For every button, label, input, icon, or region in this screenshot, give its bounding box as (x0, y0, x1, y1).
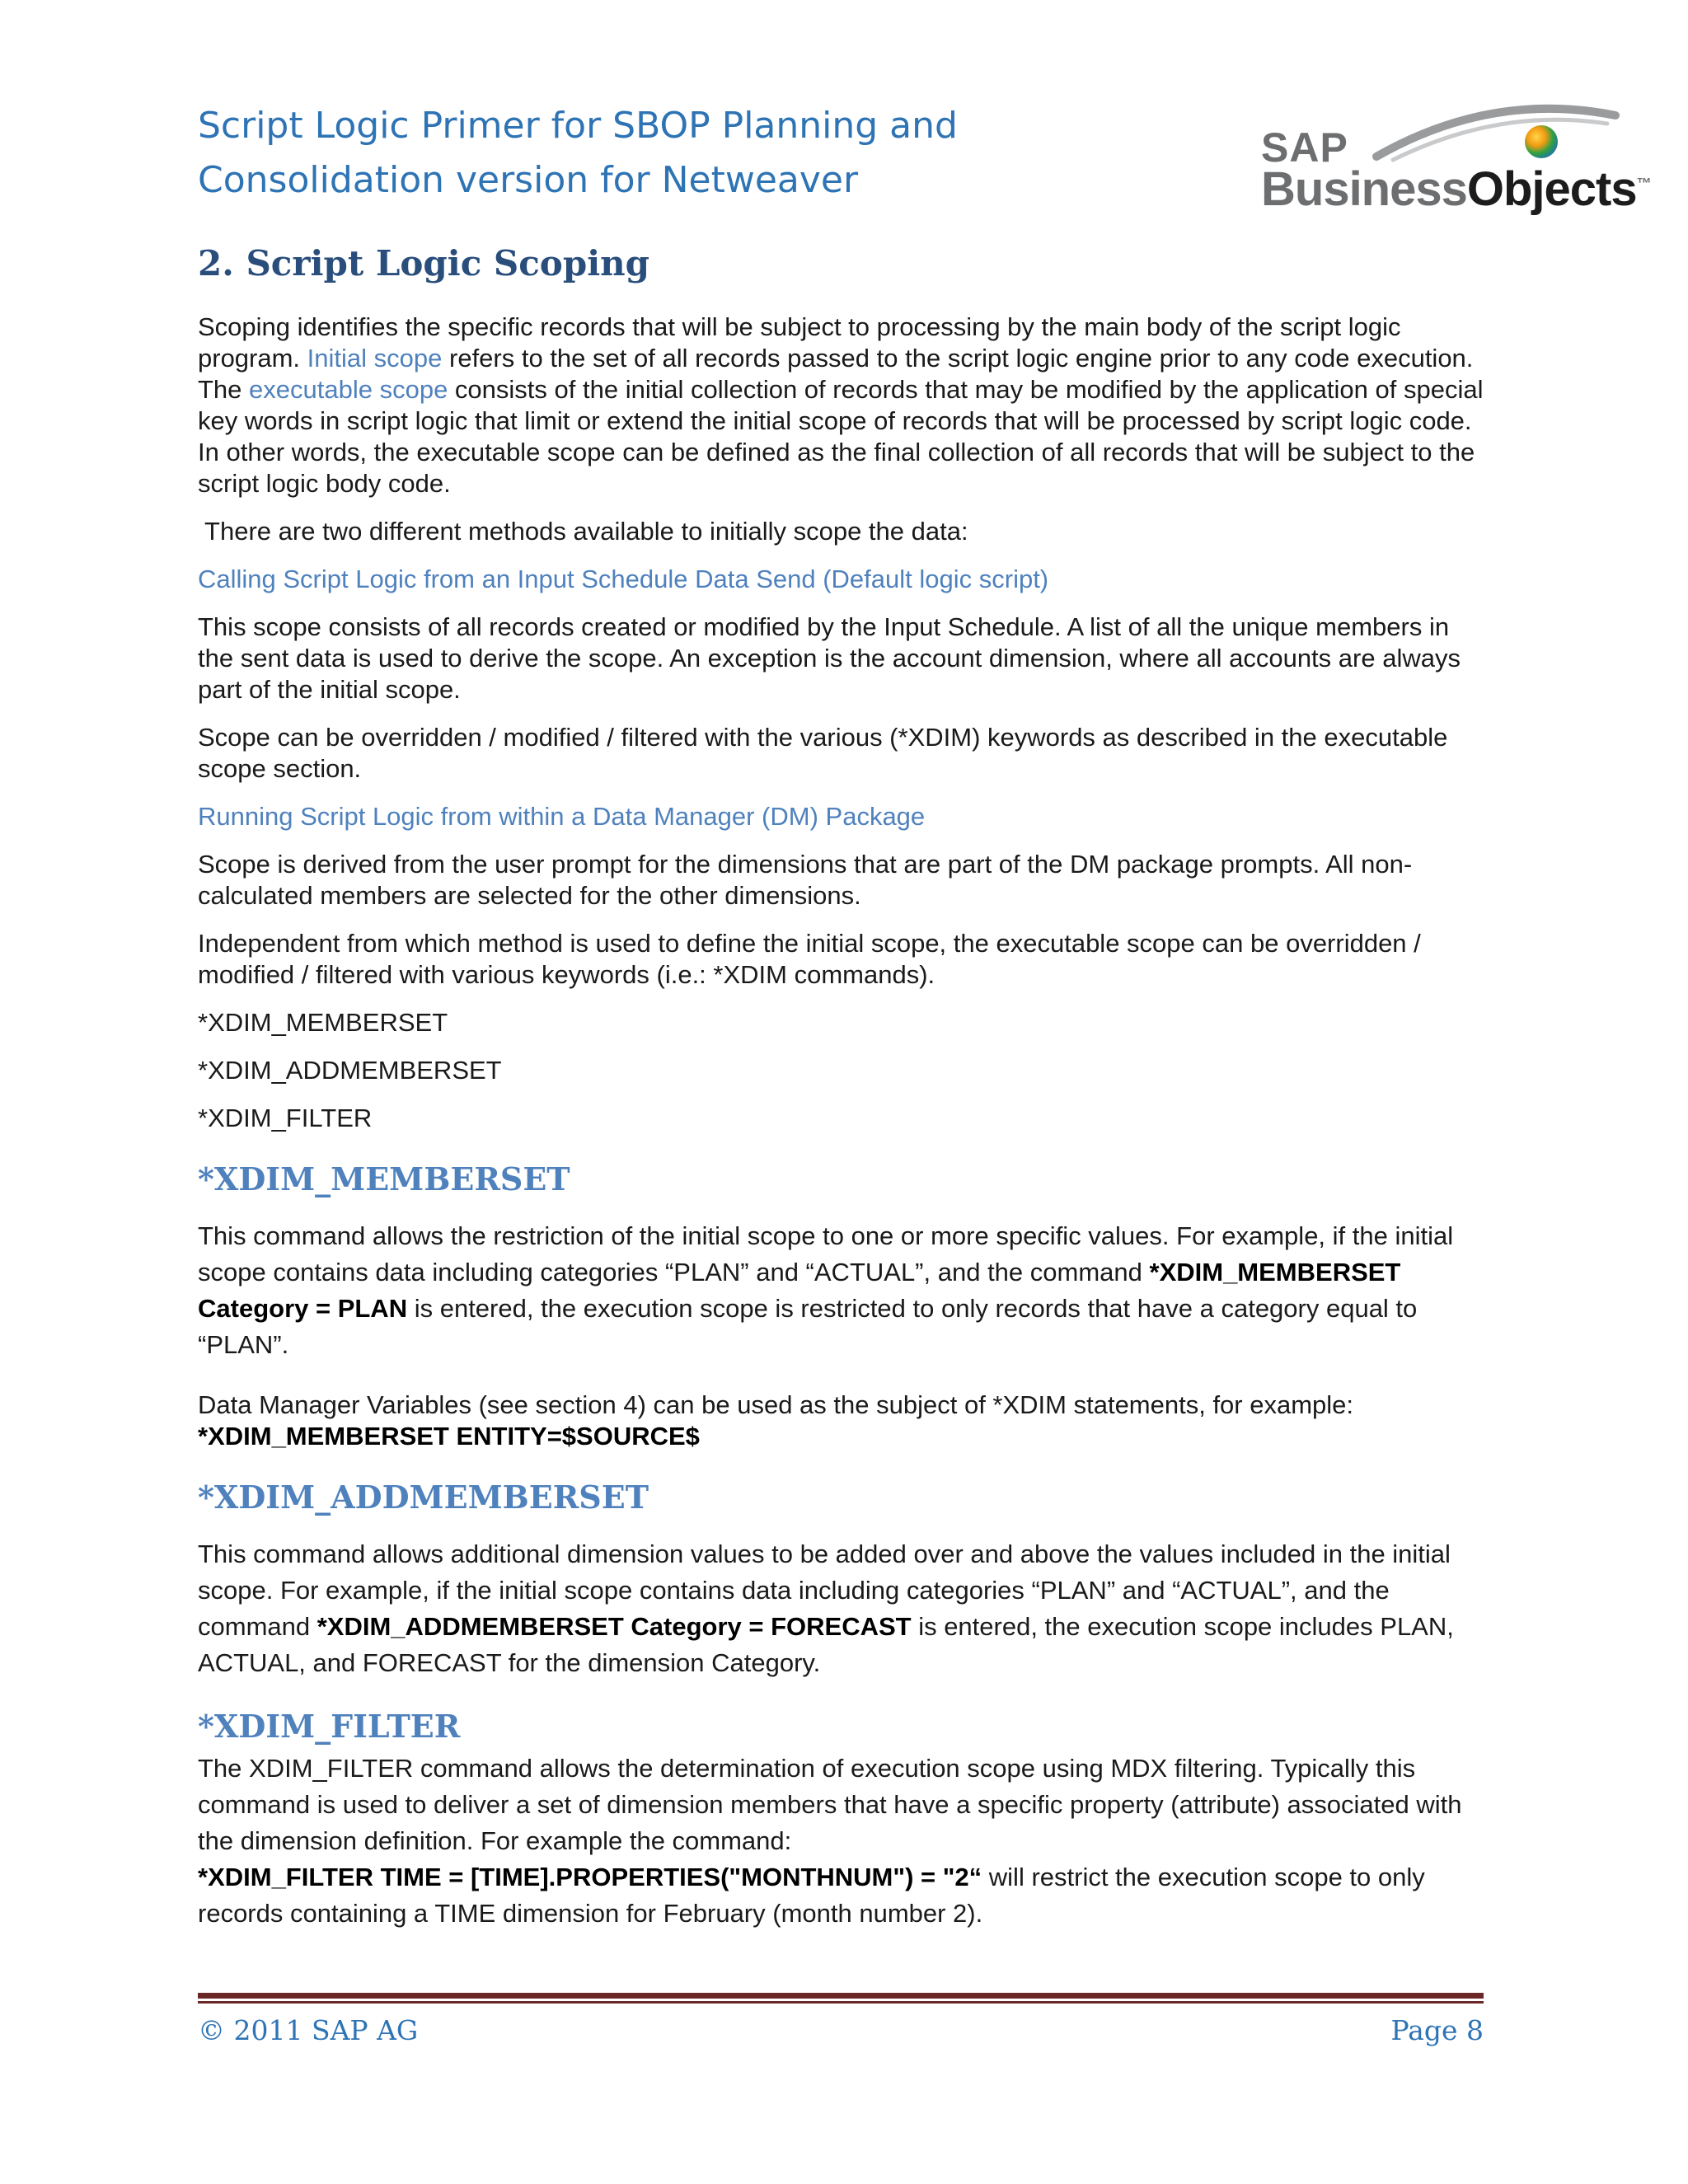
independent-paragraph: Independent from which method is used to define the initial scope, the executable scope can be overridden / modified / filtered with various keywords (i.e.: *XDIM commands). (198, 929, 1421, 989)
logo-globe-icon (1525, 125, 1558, 158)
section-heading: 2. Script Logic Scoping (198, 243, 650, 284)
memberset-heading: *XDIM_MEMBERSET (198, 1160, 570, 1197)
intro-text-b: refers to the set of all records passed to the script logic engine prior to any code execution. The (198, 344, 1474, 404)
logo-business-text: Business (1261, 162, 1467, 216)
main-content (198, 239, 1484, 1948)
logo-sap-text: SAP (1261, 124, 1348, 171)
filter-paragraph (198, 1750, 1484, 1932)
filter-text-a: The XDIM_FILTER command allows the determination of execution scope using MDX filtering. Typically this command is used to deliver a set of dimension members that have a specific property (attribute) associated with the dimension definition. For example the command: (198, 1754, 1462, 1855)
logo-tm-text: ™ (1636, 175, 1651, 192)
initial-scope-term: Initial scope (307, 344, 443, 373)
logo-objects-text: Objects (1466, 162, 1637, 216)
override-paragraph: Scope can be overridden / modified / filtered with the various (*XDIM) keywords as described in the executable scope section. (198, 723, 1448, 783)
footer-page-number: Page 8 (1390, 2014, 1484, 2046)
memberset-variables-text: Data Manager Variables (see section 4) can be used as the subject of *XDIM statements, for example: (198, 1390, 1354, 1419)
addmemberset-example-code: *XDIM_ADDMEMBERSET Category = FORECAST (316, 1612, 912, 1641)
addmemberset-heading: *XDIM_ADDMEMBERSET (198, 1479, 649, 1516)
footer-copyright: © 2011 SAP AG (198, 2014, 419, 2046)
input-schedule-paragraph: This scope consists of all records created or modified by the Input Schedule. A list of all the unique members in the sent data is used to derive the scope. An exception is the account dimension, where all accounts are always part of the initial scope. (198, 612, 1461, 704)
memberset-text-b: is entered, the execution scope is restricted to only records that have a category equal to “PLAN”. (198, 1294, 1418, 1359)
keyword-item: *XDIM_FILTER (198, 1104, 373, 1132)
logo-businessobjects-text (1261, 162, 1651, 217)
memberset-variables-code: *XDIM_MEMBERSET ENTITY=$SOURCE$ (198, 1422, 700, 1451)
executable-scope-term: executable scope (249, 375, 448, 404)
dm-package-paragraph: Scope is derived from the user prompt for the dimensions that are part of the DM package prompts. All non-calculated members are selected for the other dimensions. (198, 850, 1413, 910)
memberset-variables-paragraph (198, 1390, 1484, 1452)
filter-heading: *XDIM_FILTER (198, 1708, 461, 1745)
footer-rule-thin (198, 2001, 1484, 2004)
document-title-line-2: Consolidation version for Netweaver (198, 159, 859, 201)
memberset-paragraph (198, 1218, 1484, 1363)
footer-rule (198, 1993, 1484, 1999)
addmemberset-paragraph (198, 1536, 1484, 1681)
document-title (198, 99, 1104, 208)
intro-text-c: consists of the initial collection of records that may be modified by the application of special key words in script logic that limit or extend the initial scope of records that will be processed by script logic code. In other words, the executable scope can be defined as the final collection of all records that will be subject to the script logic body code. (198, 375, 1484, 498)
subheading-input-schedule: Calling Script Logic from an Input Schedule Data Send (Default logic script) (198, 565, 1049, 593)
keyword-item: *XDIM_MEMBERSET (198, 1008, 448, 1037)
keyword-item: *XDIM_ADDMEMBERSET (198, 1056, 502, 1085)
addmemberset-text-a: This command allows additional dimension values to be added over and above the values included in the initial scope. For example, if the initial scope contains data including categories “PLAN” and “ACTUAL”, and the command (198, 1540, 1451, 1641)
intro-paragraph (198, 312, 1484, 499)
methods-intro-paragraph: There are two different methods available to initially scope the data: (198, 517, 968, 546)
memberset-text-a: This command allows the restriction of the initial scope to one or more specific values. For example, if the initial scope contains data including categories “PLAN” and “ACTUAL”, and the command (198, 1221, 1454, 1286)
addmemberset-text-b: is entered, the execution scope includes PLAN, ACTUAL, and FORECAST for the dimension Category. (198, 1612, 1454, 1677)
filter-text-b: will restrict the execution scope to only records containing a TIME dimension for February (month number 2). (198, 1863, 1425, 1928)
memberset-example-code: *XDIM_MEMBERSET Category = PLAN (198, 1258, 1401, 1323)
logo-swoosh-icon (1368, 99, 1624, 165)
subheading-dm-package: Running Script Logic from within a Data Manager (DM) Package (198, 802, 926, 831)
document-title-line-1: Script Logic Primer for SBOP Planning and (198, 105, 958, 147)
sap-businessobjects-logo (1261, 99, 1651, 223)
intro-text-a: Scoping identifies the specific records that will be subject to processing by the main body of the script logic program. (198, 312, 1401, 373)
filter-example-code: *XDIM_FILTER TIME = [TIME].PROPERTIES("MONTHNUM") = "2“ (198, 1863, 982, 1891)
